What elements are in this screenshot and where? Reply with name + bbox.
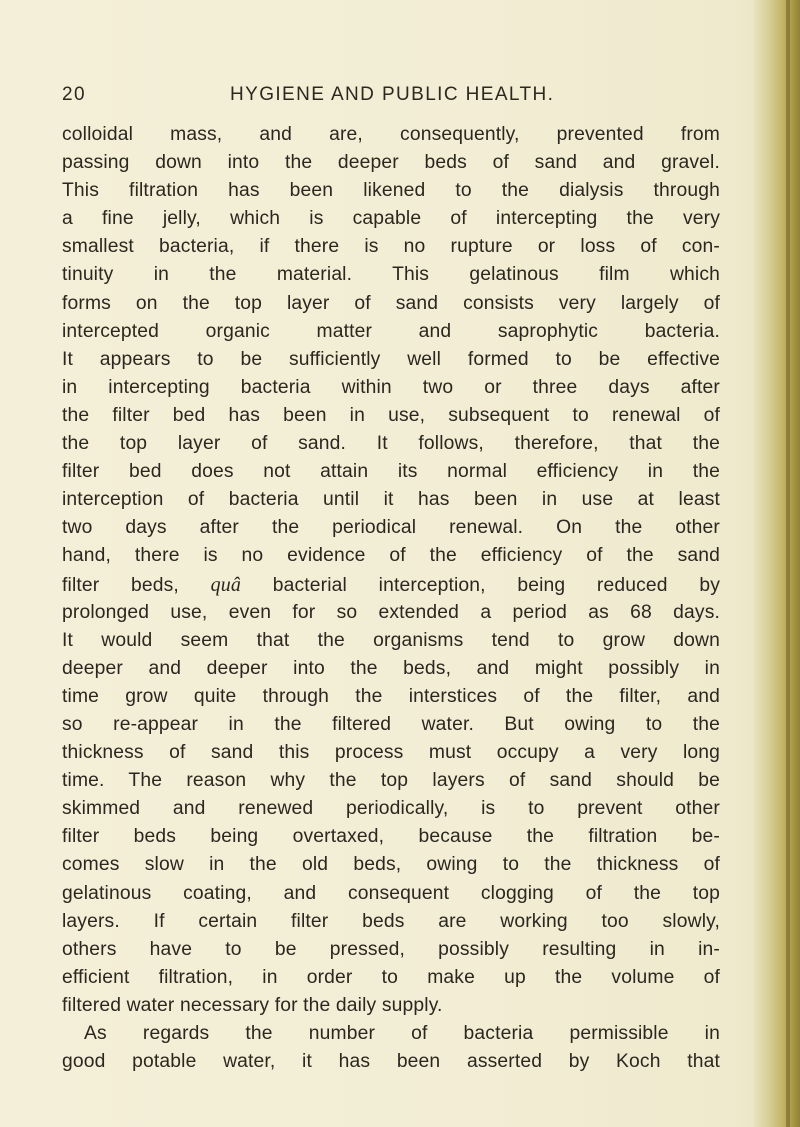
- text-line: prolonged use, even for so extended a period as 68 days.: [62, 601, 720, 623]
- paragraph-start-line: As regards the number of bacteria permissible in: [84, 1023, 720, 1044]
- text-line: layers. If certain filter beds are working too slowly,: [62, 910, 720, 932]
- text-line: filter bed does not attain its normal efficiency in the: [62, 461, 720, 483]
- text-line: others have to be pressed, possibly resulting in in-: [62, 938, 720, 960]
- text-line: It would seem that the organisms tend to grow down: [62, 629, 720, 651]
- text-line: filter beds being overtaxed, because the filtration be-: [62, 826, 720, 848]
- page-header: [62, 84, 720, 110]
- text-line: comes slow in the old beds, owing to the thickness of: [62, 854, 720, 876]
- text-line: [62, 571, 720, 599]
- text-line: It appears to be sufficiently well formed to be effective: [62, 348, 720, 370]
- text-line: time. The reason why the top layers of sand should be: [62, 770, 720, 792]
- page-number: 20: [62, 84, 86, 105]
- running-title: HYGIENE AND PUBLIC HEALTH.: [230, 84, 555, 105]
- text-line: the filter bed has been in use, subsequent to renewal of: [62, 404, 720, 426]
- text-line: so re-appear in the filtered water. But owing to the: [62, 713, 720, 735]
- text-line: smallest bacteria, if there is no rupture or loss of con-: [62, 236, 720, 258]
- text-line: deeper and deeper into the beds, and might possibly in: [62, 657, 720, 679]
- text-line: a fine jelly, which is capable of intercepting the very: [62, 208, 720, 230]
- text-line: gelatinous coating, and consequent clogging of the top: [62, 882, 720, 904]
- text-line: in intercepting bacteria within two or three days after: [62, 376, 720, 398]
- text-line: tinuity in the material. This gelatinous film which: [62, 264, 720, 286]
- italic-term: quâ: [210, 573, 242, 596]
- text-line: two days after the periodical renewal. On the other: [62, 517, 720, 539]
- text-line: interception of bacteria until it has been in use at least: [62, 489, 720, 511]
- text-line: intercepted organic matter and saprophytic bacteria.: [62, 320, 720, 342]
- body-text: [62, 121, 720, 1076]
- text-line: forms on the top layer of sand consists very largely of: [62, 292, 720, 314]
- text-segment: bacterial interception, being reduced by: [241, 574, 720, 596]
- text-line: This filtration has been likened to the dialysis through: [62, 180, 720, 202]
- text-line: the top layer of sand. It follows, therefore, that the: [62, 433, 720, 455]
- text-line: colloidal mass, and are, consequently, prevented from: [62, 124, 720, 145]
- text-line: hand, there is no evidence of the efficiency of the sand: [62, 545, 720, 567]
- text-line: time grow quite through the interstices of the filter, and: [62, 685, 720, 707]
- text-line: skimmed and renewed periodically, is to prevent other: [62, 798, 720, 820]
- text-line: good potable water, it has been asserted by Koch that: [62, 1051, 720, 1073]
- text-line: thickness of sand this process must occupy a very long: [62, 742, 720, 764]
- text-line: efficient filtration, in order to make up the volume of: [62, 966, 720, 988]
- text-segment: filter beds,: [62, 574, 211, 596]
- text-line: passing down into the deeper beds of sand and gravel.: [62, 152, 720, 174]
- book-spine-edge: [754, 0, 800, 1127]
- paragraph-end-line: filtered water necessary for the daily supply.: [62, 994, 443, 1016]
